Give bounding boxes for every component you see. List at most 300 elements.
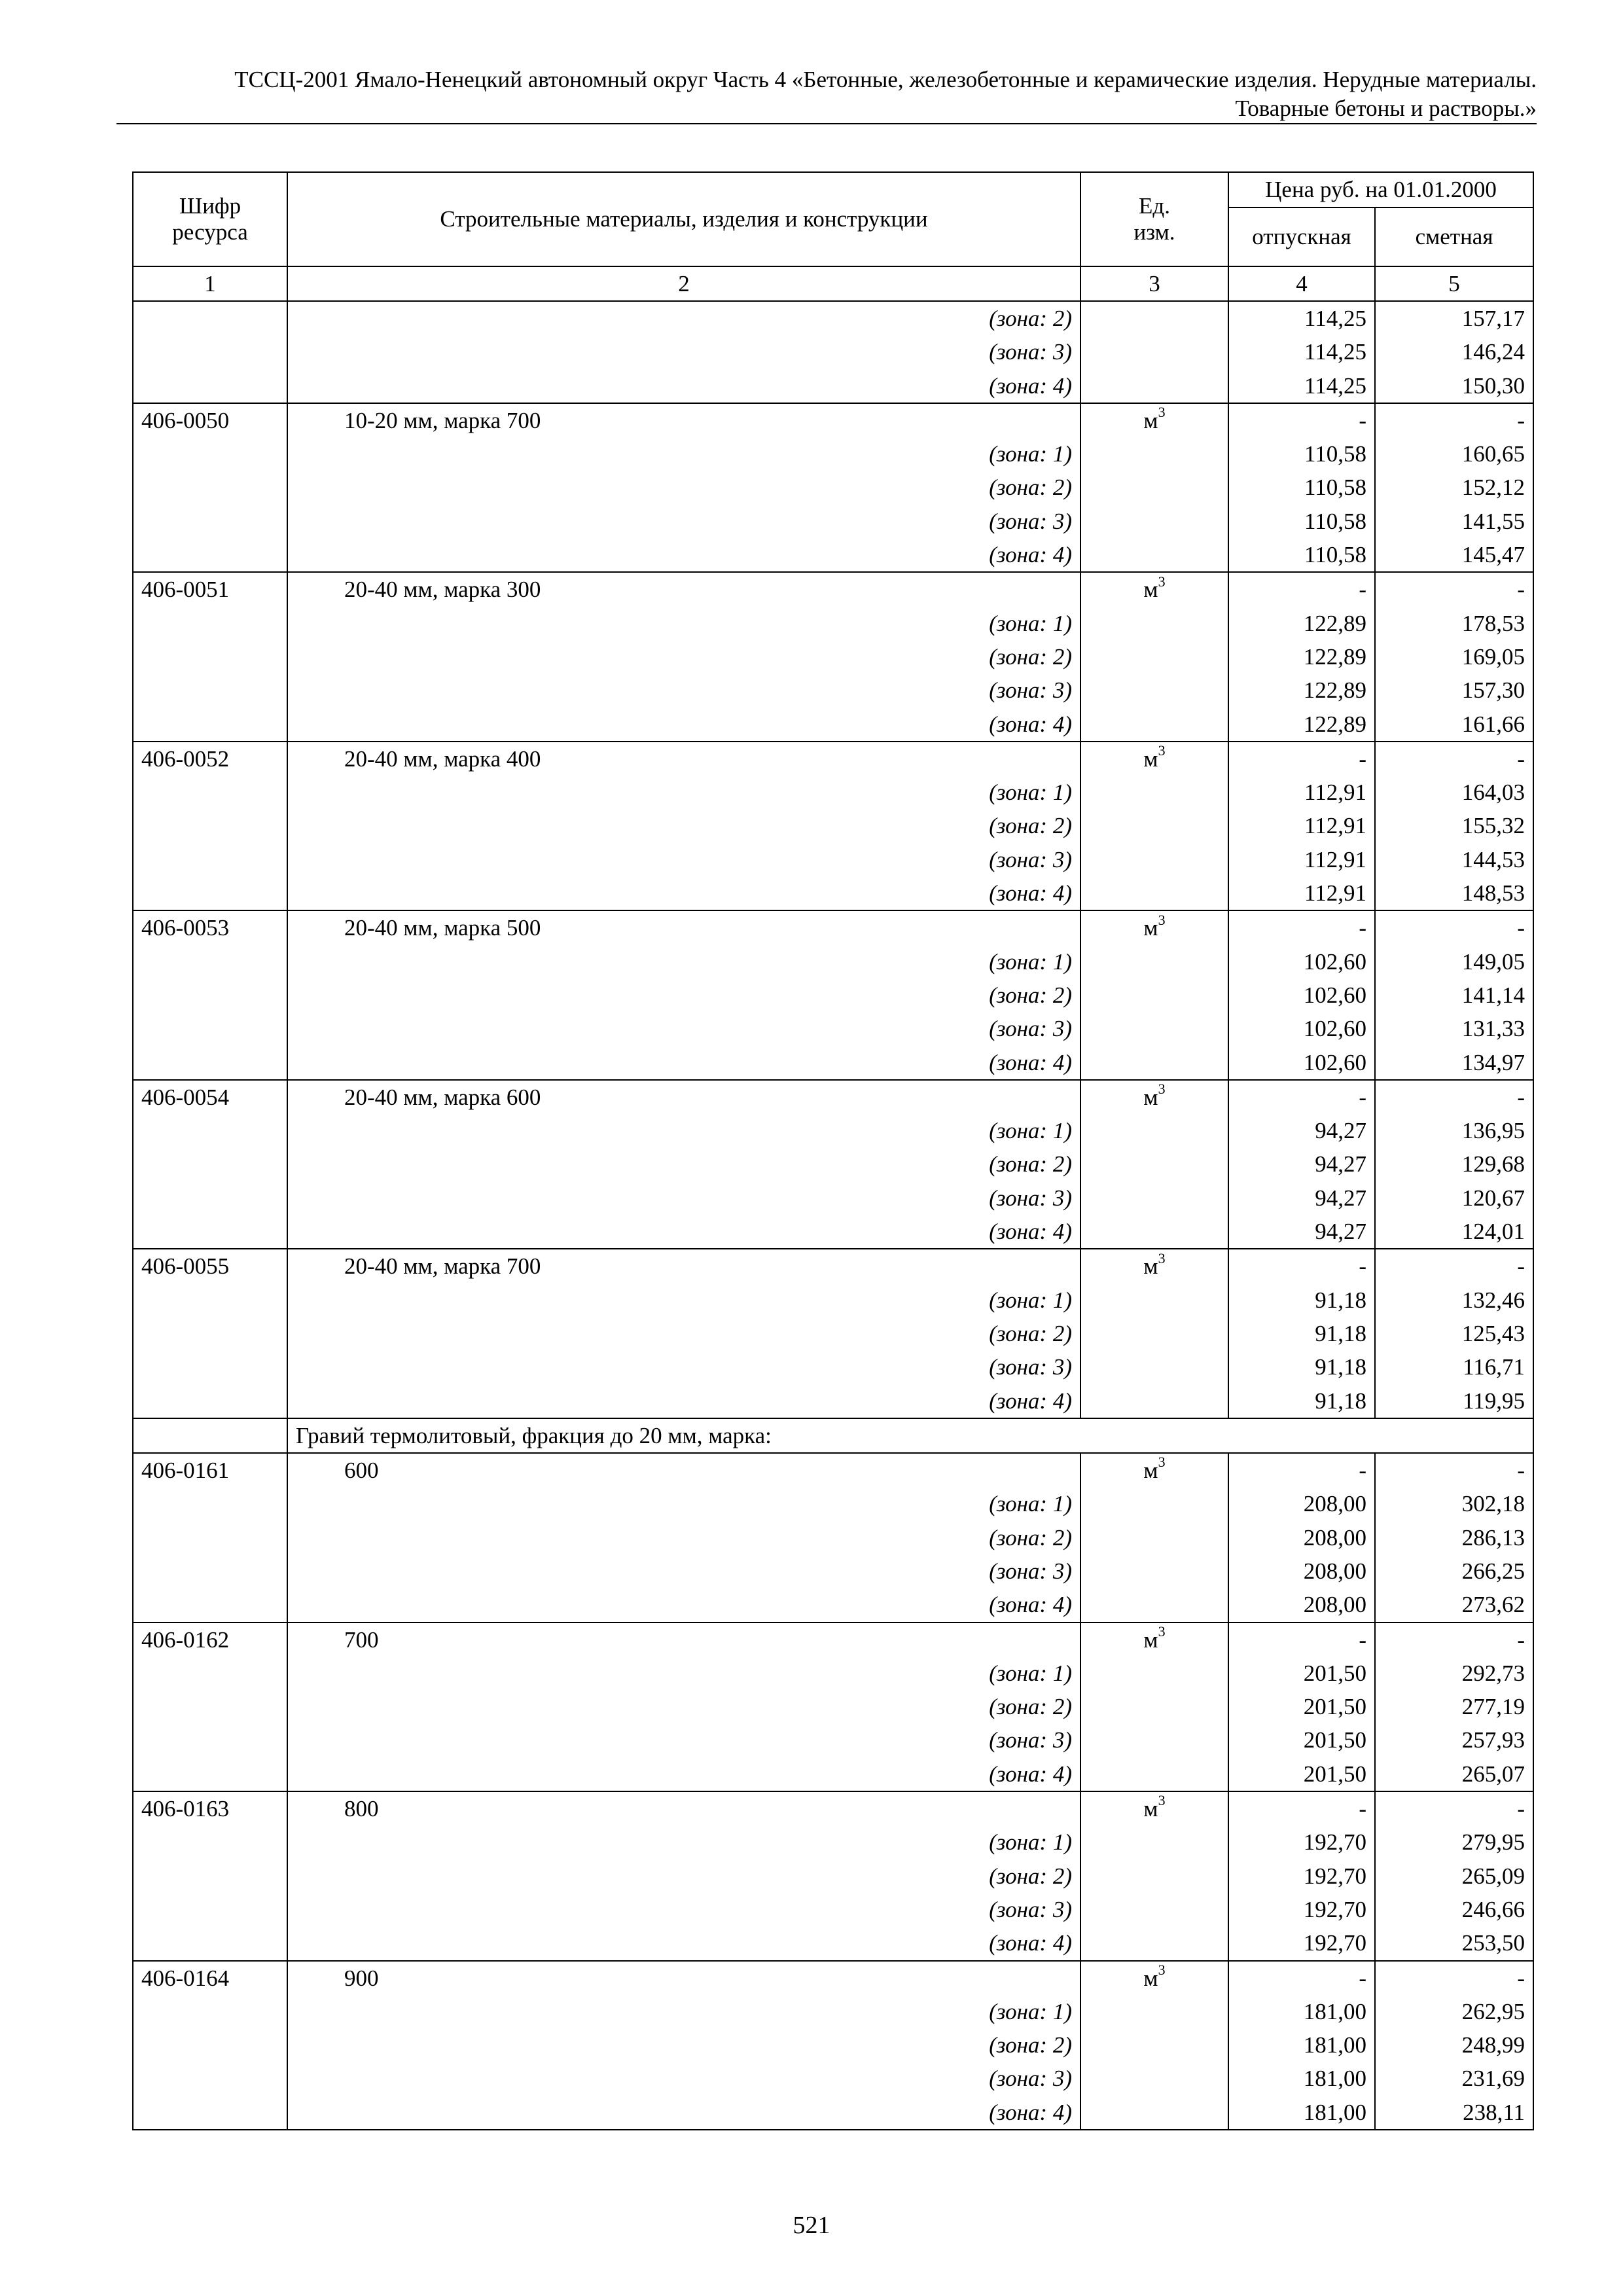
resource-name: 600 [287, 1453, 1080, 1487]
zone-row [133, 335, 1533, 368]
resource-code-cell [133, 1384, 287, 1418]
estimate-price: 141,55 [1375, 505, 1533, 538]
resource-code: 406-0052 [133, 742, 287, 776]
release-price: 181,00 [1228, 1995, 1375, 2028]
resource-code-cell [133, 1825, 287, 1859]
estimate-price: 119,95 [1375, 1384, 1533, 1418]
estimate-price: 302,18 [1375, 1487, 1533, 1520]
resource-code-cell [133, 876, 287, 910]
resource-code-cell [133, 945, 287, 978]
unit-cell [1080, 369, 1228, 403]
zone-row [133, 1317, 1533, 1350]
unit-text: м [1143, 745, 1158, 772]
table-header [133, 172, 1533, 301]
resource-name: 20-40 мм, марка 600 [287, 1080, 1080, 1114]
estimate-price: 157,17 [1375, 301, 1533, 335]
unit-exponent: 3 [1158, 742, 1166, 759]
release-price: 102,60 [1228, 945, 1375, 978]
release-price: 110,58 [1228, 471, 1375, 504]
release-price: 102,60 [1228, 978, 1375, 1012]
estimate-price: - [1375, 1249, 1533, 1283]
estimate-price: 253,50 [1375, 1926, 1533, 1960]
resource-code-cell [133, 776, 287, 809]
unit-cell [1080, 1893, 1228, 1926]
zone-row [133, 1046, 1533, 1080]
resource-code-cell [133, 505, 287, 538]
release-price: - [1228, 403, 1375, 437]
resource-name: 20-40 мм, марка 400 [287, 742, 1080, 776]
release-price: - [1228, 1791, 1375, 1825]
unit-text: м [1143, 1458, 1158, 1484]
zone-label: (зона: 1) [287, 1825, 1080, 1859]
release-price: 192,70 [1228, 1825, 1375, 1859]
release-price: 181,00 [1228, 2062, 1375, 2095]
resource-row [133, 742, 1533, 776]
unit-exponent: 3 [1158, 1792, 1166, 1809]
resource-code-cell [133, 1893, 287, 1926]
zone-label: (зона: 3) [287, 2062, 1080, 2095]
release-price: 102,60 [1228, 1046, 1375, 1080]
estimate-price: 262,95 [1375, 1995, 1533, 2028]
estimate-price: 277,19 [1375, 1690, 1533, 1723]
resource-code-cell [133, 1046, 287, 1080]
estimate-price: - [1375, 1080, 1533, 1114]
estimate-price: 265,07 [1375, 1757, 1533, 1791]
estimate-price: 134,97 [1375, 1046, 1533, 1080]
unit-cell [1080, 1080, 1228, 1114]
estimate-price: - [1375, 572, 1533, 606]
zone-label: (зона: 4) [287, 2096, 1080, 2130]
zone-row [133, 1487, 1533, 1520]
resource-code-cell [133, 1181, 287, 1215]
resource-code-cell [133, 538, 287, 572]
col-release-header: отпускная [1228, 207, 1375, 266]
unit-cell [1080, 1657, 1228, 1690]
zone-row [133, 1690, 1533, 1723]
zone-row [133, 1384, 1533, 1418]
release-price: 208,00 [1228, 1588, 1375, 1622]
unit-cell [1080, 809, 1228, 842]
unit-cell [1080, 1623, 1228, 1657]
estimate-price: 155,32 [1375, 809, 1533, 842]
resource-code-cell [133, 1926, 287, 1960]
unit-cell [1080, 1926, 1228, 1960]
zone-row [133, 1588, 1533, 1622]
estimate-price: 231,69 [1375, 2062, 1533, 2095]
resource-code-cell [133, 708, 287, 742]
release-price: - [1228, 910, 1375, 944]
zone-row [133, 505, 1533, 538]
zone-label: (зона: 4) [287, 1588, 1080, 1622]
unit-exponent: 3 [1158, 1249, 1166, 1266]
resource-name: 20-40 мм, марка 300 [287, 572, 1080, 606]
zone-label: (зона: 1) [287, 1283, 1080, 1317]
resource-name: 800 [287, 1791, 1080, 1825]
release-price: 110,58 [1228, 538, 1375, 572]
release-price: 94,27 [1228, 1114, 1375, 1147]
zone-label: (зона: 2) [287, 1521, 1080, 1554]
resource-code-cell [133, 1723, 287, 1757]
zone-label: (зона: 3) [287, 673, 1080, 707]
estimate-price: 157,30 [1375, 673, 1533, 707]
unit-cell [1080, 1384, 1228, 1418]
resource-code-cell [133, 2062, 287, 2095]
estimate-price: 160,65 [1375, 437, 1533, 471]
resource-code-cell [133, 335, 287, 368]
release-price: 201,50 [1228, 1657, 1375, 1690]
release-price: 94,27 [1228, 1147, 1375, 1181]
unit-cell [1080, 538, 1228, 572]
unit-cell [1080, 1995, 1228, 2028]
unit-cell [1080, 1114, 1228, 1147]
unit-cell [1080, 1283, 1228, 1317]
estimate-price: 273,62 [1375, 1588, 1533, 1622]
estimate-price: 131,33 [1375, 1012, 1533, 1045]
zone-row [133, 2028, 1533, 2062]
unit-cell [1080, 1554, 1228, 1588]
unit-exponent: 3 [1158, 911, 1166, 928]
unit-cell [1080, 1588, 1228, 1622]
unit-cell [1080, 1859, 1228, 1893]
unit-cell [1080, 776, 1228, 809]
unit-text: м [1143, 915, 1158, 941]
estimate-price: 144,53 [1375, 843, 1533, 876]
resource-name: 900 [287, 1961, 1080, 1995]
estimate-price: 279,95 [1375, 1825, 1533, 1859]
resource-code: 406-0164 [133, 1961, 287, 1995]
zone-label: (зона: 3) [287, 843, 1080, 876]
zone-label: (зона: 3) [287, 505, 1080, 538]
col-price-header: Цена руб. на 01.01.2000 [1228, 172, 1533, 207]
resource-code: 406-0055 [133, 1249, 287, 1283]
unit-cell [1080, 1453, 1228, 1487]
unit-cell [1080, 301, 1228, 335]
unit-cell [1080, 1046, 1228, 1080]
resource-row [133, 403, 1533, 437]
resource-code-cell [133, 1690, 287, 1723]
estimate-price: - [1375, 1623, 1533, 1657]
price-table [132, 171, 1534, 2130]
release-price: - [1228, 1623, 1375, 1657]
resource-name: 20-40 мм, марка 500 [287, 910, 1080, 944]
estimate-price: - [1375, 910, 1533, 944]
estimate-price: 145,47 [1375, 538, 1533, 572]
unit-exponent: 3 [1158, 404, 1166, 421]
zone-row [133, 1893, 1533, 1926]
resource-code-cell [133, 471, 287, 504]
release-price: 94,27 [1228, 1215, 1375, 1249]
resource-code-cell [133, 1657, 287, 1690]
zone-row [133, 1012, 1533, 1045]
zone-label: (зона: 3) [287, 1181, 1080, 1215]
release-price: 91,18 [1228, 1384, 1375, 1418]
estimate-price: 292,73 [1375, 1657, 1533, 1690]
zone-row [133, 1859, 1533, 1893]
resource-code-cell [133, 809, 287, 842]
resource-code: 406-0162 [133, 1623, 287, 1657]
release-price: 91,18 [1228, 1283, 1375, 1317]
zone-row [133, 1114, 1533, 1147]
zone-row [133, 776, 1533, 809]
resource-code-cell [133, 1487, 287, 1520]
release-price: - [1228, 1961, 1375, 1995]
group-title: Гравий термолитовый, фракция до 20 мм, марка: [287, 1418, 1533, 1453]
release-price: 122,89 [1228, 640, 1375, 673]
zone-label: (зона: 2) [287, 1147, 1080, 1181]
resource-code-cell [133, 1317, 287, 1350]
resource-code-cell [133, 640, 287, 673]
zone-row [133, 369, 1533, 403]
release-price: 110,58 [1228, 505, 1375, 538]
release-price: 91,18 [1228, 1317, 1375, 1350]
resource-code-cell [133, 673, 287, 707]
resource-code: 406-0053 [133, 910, 287, 944]
unit-cell [1080, 505, 1228, 538]
unit-cell [1080, 640, 1228, 673]
zone-row [133, 673, 1533, 707]
release-price: 112,91 [1228, 776, 1375, 809]
group-code-cell [133, 1418, 287, 1453]
unit-cell [1080, 335, 1228, 368]
zone-row [133, 978, 1533, 1012]
unit-cell [1080, 1012, 1228, 1045]
release-price: 181,00 [1228, 2096, 1375, 2130]
resource-code-cell [133, 1215, 287, 1249]
col-num-4: 4 [1228, 266, 1375, 301]
resource-code-cell [133, 1350, 287, 1384]
resource-code-cell [133, 301, 287, 335]
col-num-1: 1 [133, 266, 287, 301]
resource-code-cell [133, 1588, 287, 1622]
zone-row [133, 1995, 1533, 2028]
unit-cell [1080, 1961, 1228, 1995]
zone-label: (зона: 4) [287, 538, 1080, 572]
zone-row [133, 1350, 1533, 1384]
zone-label: (зона: 1) [287, 1995, 1080, 2028]
zone-label: (зона: 4) [287, 1215, 1080, 1249]
release-price: 114,25 [1228, 301, 1375, 335]
release-price: 110,58 [1228, 437, 1375, 471]
zone-label: (зона: 4) [287, 876, 1080, 910]
unit-text: м [1143, 1965, 1158, 1991]
zone-label: (зона: 4) [287, 708, 1080, 742]
estimate-price: 149,05 [1375, 945, 1533, 978]
zone-label: (зона: 4) [287, 1384, 1080, 1418]
estimate-price: 161,66 [1375, 708, 1533, 742]
resource-code-cell [133, 843, 287, 876]
zone-label: (зона: 1) [287, 1487, 1080, 1520]
unit-cell [1080, 1825, 1228, 1859]
resource-code-cell [133, 1859, 287, 1893]
resource-code-cell [133, 1114, 287, 1147]
estimate-price: 120,67 [1375, 1181, 1533, 1215]
resource-code: 406-0051 [133, 572, 287, 606]
zone-row [133, 1926, 1533, 1960]
resource-name: 10-20 мм, марка 700 [287, 403, 1080, 437]
zone-row [133, 471, 1533, 504]
estimate-price: 124,01 [1375, 1215, 1533, 1249]
estimate-price: 257,93 [1375, 1723, 1533, 1757]
unit-cell [1080, 403, 1228, 437]
estimate-price: 265,09 [1375, 1859, 1533, 1893]
zone-row [133, 2096, 1533, 2130]
col-num-5: 5 [1375, 266, 1533, 301]
resource-row [133, 1080, 1533, 1114]
estimate-price: 148,53 [1375, 876, 1533, 910]
release-price: - [1228, 742, 1375, 776]
estimate-price: 164,03 [1375, 776, 1533, 809]
unit-text: м [1143, 1084, 1158, 1110]
estimate-price: 132,46 [1375, 1283, 1533, 1317]
zone-label: (зона: 4) [287, 1926, 1080, 1960]
estimate-price: 266,25 [1375, 1554, 1533, 1588]
unit-text: м [1143, 1253, 1158, 1280]
zone-row [133, 1147, 1533, 1181]
zone-label: (зона: 4) [287, 1757, 1080, 1791]
unit-cell [1080, 1215, 1228, 1249]
resource-code-cell [133, 1757, 287, 1791]
zone-label: (зона: 2) [287, 471, 1080, 504]
estimate-price: 169,05 [1375, 640, 1533, 673]
zone-row [133, 301, 1533, 335]
unit-cell [1080, 910, 1228, 944]
release-price: 201,50 [1228, 1757, 1375, 1791]
resource-code-cell [133, 1995, 287, 2028]
unit-cell [1080, 876, 1228, 910]
release-price: 201,50 [1228, 1723, 1375, 1757]
zone-label: (зона: 1) [287, 607, 1080, 640]
running-header-line-1: ТССЦ-2001 Ямало-Ненецкий автономный округ Часть 4 «Бетонные, железобетонные и керамические изделия. Нерудные материалы. [234, 67, 1537, 92]
release-price: 112,91 [1228, 843, 1375, 876]
estimate-price: 248,99 [1375, 2028, 1533, 2062]
estimate-price: 286,13 [1375, 1521, 1533, 1554]
estimate-price: 238,11 [1375, 2096, 1533, 2130]
release-price: 112,91 [1228, 809, 1375, 842]
zone-row [133, 538, 1533, 572]
zone-label: (зона: 2) [287, 301, 1080, 335]
estimate-price: 141,14 [1375, 978, 1533, 1012]
resource-code-cell [133, 607, 287, 640]
table-body [133, 301, 1533, 2130]
col-num-3: 3 [1080, 266, 1228, 301]
resource-row [133, 1961, 1533, 1995]
running-header [116, 65, 1537, 123]
resource-code-cell [133, 1283, 287, 1317]
resource-code-cell [133, 2028, 287, 2062]
unit-cell [1080, 437, 1228, 471]
zone-label: (зона: 2) [287, 1690, 1080, 1723]
resource-name: 700 [287, 1623, 1080, 1657]
estimate-price: 129,68 [1375, 1147, 1533, 1181]
release-price: 91,18 [1228, 1350, 1375, 1384]
zone-row [133, 1215, 1533, 1249]
unit-cell [1080, 1350, 1228, 1384]
release-price: - [1228, 572, 1375, 606]
zone-row [133, 1825, 1533, 1859]
zone-row [133, 1283, 1533, 1317]
estimate-price: - [1375, 742, 1533, 776]
unit-cell [1080, 978, 1228, 1012]
estimate-price: 125,43 [1375, 1317, 1533, 1350]
unit-cell [1080, 1249, 1228, 1283]
resource-code-cell [133, 978, 287, 1012]
release-price: 114,25 [1228, 335, 1375, 368]
release-price: 122,89 [1228, 673, 1375, 707]
col-estimate-header: сметная [1375, 207, 1533, 266]
zone-label: (зона: 3) [287, 1012, 1080, 1045]
unit-text: м [1143, 1626, 1158, 1653]
unit-cell [1080, 1690, 1228, 1723]
release-price: - [1228, 1080, 1375, 1114]
release-price: 192,70 [1228, 1926, 1375, 1960]
unit-cell [1080, 708, 1228, 742]
zone-label: (зона: 3) [287, 1350, 1080, 1384]
resource-code-cell [133, 2096, 287, 2130]
release-price: 122,89 [1228, 607, 1375, 640]
zone-label: (зона: 3) [287, 1893, 1080, 1926]
unit-exponent: 3 [1158, 573, 1166, 590]
unit-cell [1080, 1487, 1228, 1520]
resource-code-cell [133, 369, 287, 403]
unit-cell [1080, 1147, 1228, 1181]
zone-label: (зона: 4) [287, 1046, 1080, 1080]
zone-label: (зона: 2) [287, 1317, 1080, 1350]
zone-label: (зона: 1) [287, 1114, 1080, 1147]
resource-row [133, 1453, 1533, 1487]
header-rule [116, 123, 1537, 124]
estimate-price: 246,66 [1375, 1893, 1533, 1926]
resource-code-cell [133, 1147, 287, 1181]
release-price: 102,60 [1228, 1012, 1375, 1045]
resource-code: 406-0054 [133, 1080, 287, 1114]
unit-cell [1080, 673, 1228, 707]
page-number: 521 [793, 2212, 830, 2239]
zone-label: (зона: 3) [287, 1554, 1080, 1588]
resource-name: 20-40 мм, марка 700 [287, 1249, 1080, 1283]
resource-row [133, 1249, 1533, 1283]
estimate-price: - [1375, 1453, 1533, 1487]
release-price: 181,00 [1228, 2028, 1375, 2062]
unit-cell [1080, 1757, 1228, 1791]
zone-row [133, 1723, 1533, 1757]
unit-exponent: 3 [1158, 1454, 1166, 1471]
release-price: 192,70 [1228, 1859, 1375, 1893]
estimate-price: - [1375, 403, 1533, 437]
zone-row [133, 876, 1533, 910]
unit-cell [1080, 945, 1228, 978]
release-price: 122,89 [1228, 708, 1375, 742]
zone-label: (зона: 3) [287, 1723, 1080, 1757]
zone-row [133, 437, 1533, 471]
unit-cell [1080, 572, 1228, 606]
zone-row [133, 1554, 1533, 1588]
unit-text: м [1143, 407, 1158, 433]
release-price: 114,25 [1228, 369, 1375, 403]
zone-label: (зона: 2) [287, 640, 1080, 673]
release-price: 208,00 [1228, 1554, 1375, 1588]
resource-row [133, 572, 1533, 606]
release-price: 192,70 [1228, 1893, 1375, 1926]
col-code-header: Шифр ресурса [133, 172, 287, 266]
unit-cell [1080, 2062, 1228, 2095]
estimate-price: 136,95 [1375, 1114, 1533, 1147]
release-price: 208,00 [1228, 1487, 1375, 1520]
estimate-price: 178,53 [1375, 607, 1533, 640]
zone-label: (зона: 2) [287, 978, 1080, 1012]
zone-row [133, 945, 1533, 978]
resource-code-cell [133, 1521, 287, 1554]
estimate-price: 146,24 [1375, 335, 1533, 368]
